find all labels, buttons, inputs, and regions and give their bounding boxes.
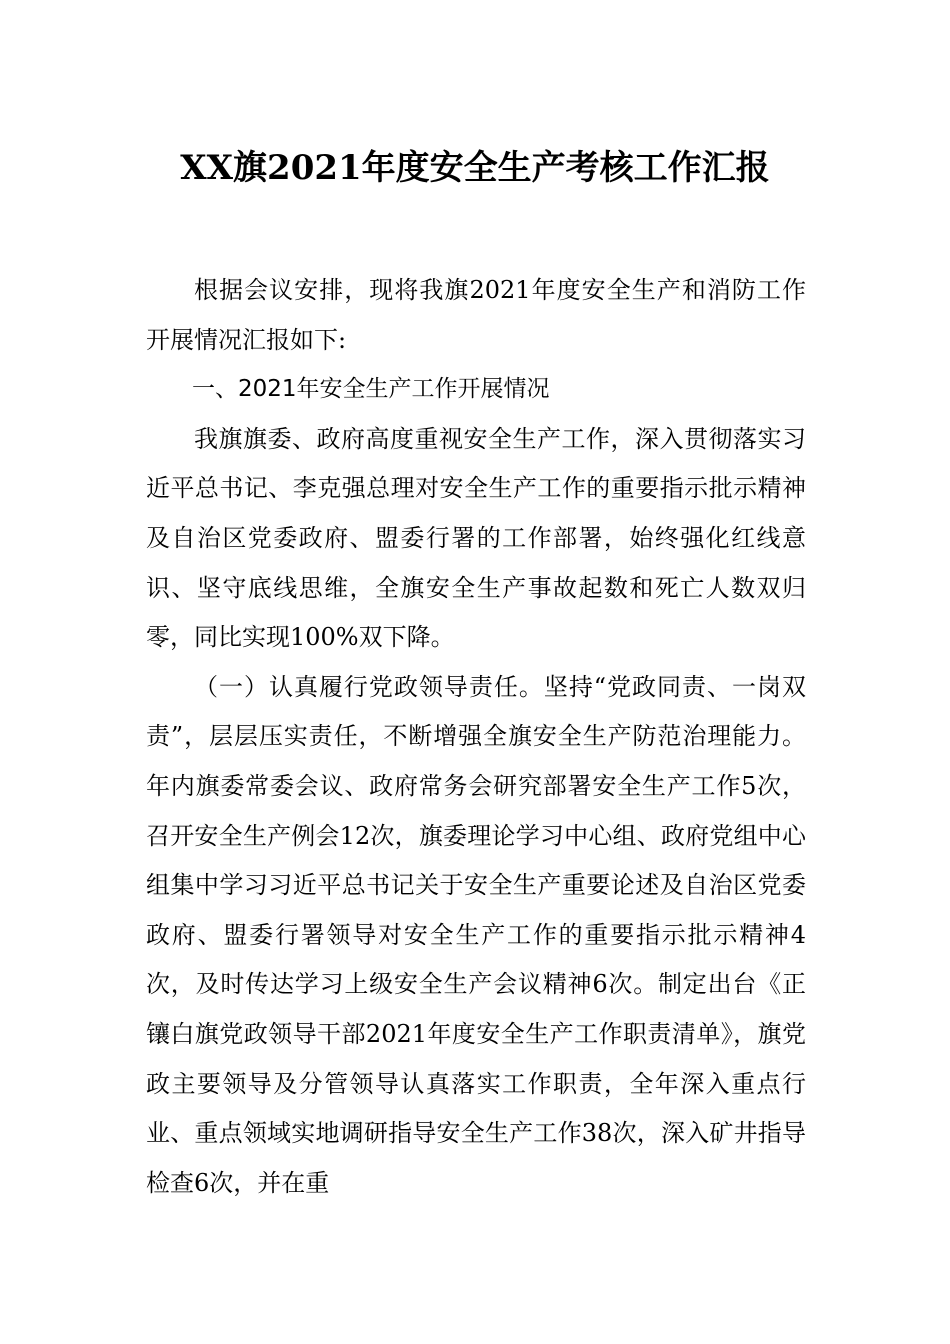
intro-paragraph: 根据会议安排，现将我旗2021年度安全生产和消防工作开展情况汇报如下: [146,276,806,354]
document-title: XX旗2021年度安全生产考核工作汇报 [180,148,770,188]
document-body [146,266,806,1208]
section-one-paragraph: 我旗旗委、政府高度重视安全生产工作，深入贯彻落实习近平总书记、李克强总理对安全生产工作的重要指示批示精神及自治区党委政府、盟委行署的工作部署，始终强化红线意识、坚守底线思维，全旗安全生产事故起数和死亡人数双归零，同比实现100%双下降。 [146,424,806,652]
subsection-one-paragraph: （一）认真履行党政领导责任。坚持“党政同责、一岗双责”，层层压实责任，不断增强全旗安全生产防范治理能力。年内旗委常委会议、政府常务会研究部署安全生产工作5次，召开安全生产例会12次，旗委理论学习中心组、政府党组中心组集中学习习近平总书记关于安全生产重要论述及自治区党委政府、盟委行署领导对安全生产工作的重要指示批示精神4次，及时传达学习上级安全生产会议精神6次。制定出台《正镶白旗党政领导干部2021年度安全生产工作职责清单》，旗党政主要领导及分管领导认真落实工作职责，全年深入重点行业、重点领域实地调研指导安全生产工作38次，深入矿井指导检查6次，并在重 [146,672,806,1197]
section-one-heading: 一、2021年安全生产工作开展情况 [192,376,550,403]
